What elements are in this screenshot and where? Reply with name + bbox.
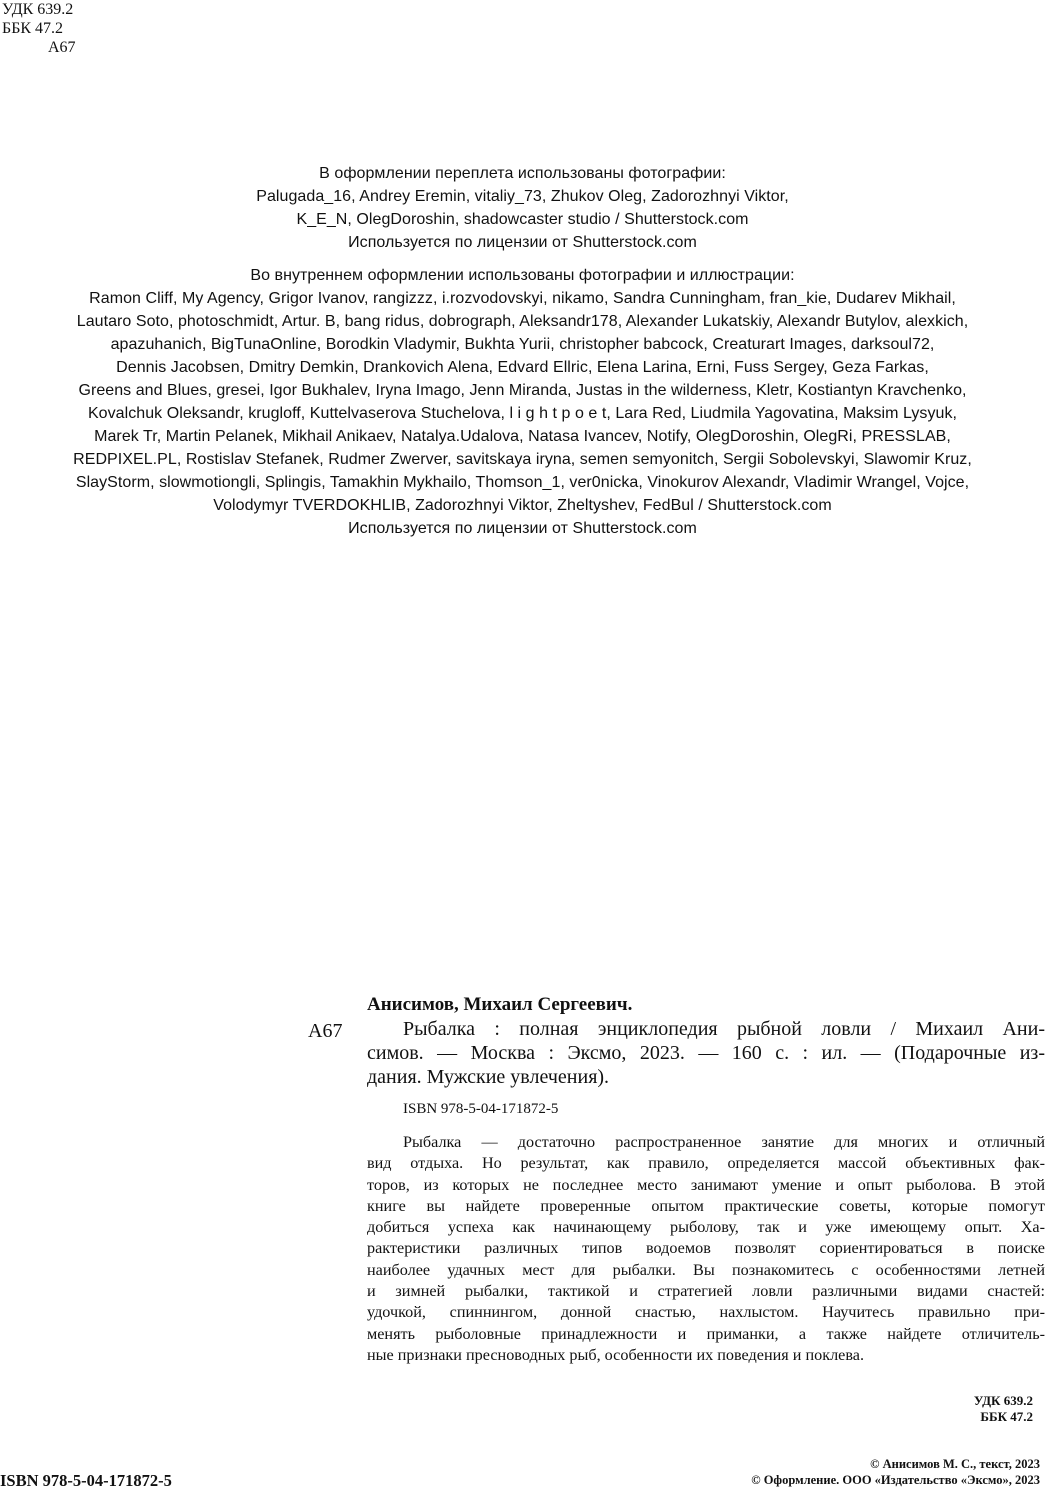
cover-credits-heading: В оформлении переплета использованы фотографии: [319, 165, 726, 182]
annotation-line: книге вы найдете проверенные опытом практические советы, которые помогут [367, 1196, 1045, 1215]
interior-credits-line: Marek Tr, Martin Pelanek, Mikhail Anikaev, Natalya.Udalova, Natasa Ivancev, Notify, OlegDoroshin, OlegRi, PRESSLAB, [94, 428, 951, 445]
copyright-block [751, 1457, 1040, 1488]
record-annotation [367, 1132, 1045, 1366]
copyright-text: © Анисимов М. С., текст, 2023 [870, 1457, 1040, 1471]
cover-credits-line: Palugada_16, Andrey Eremin, vitaliy_73, Zhukov Oleg, Zadorozhnyi Viktor, [256, 188, 789, 205]
interior-credits [0, 264, 1045, 540]
interior-license-note: Используется по лицензии от Shutterstock.com [348, 520, 697, 537]
annotation-line: Рыбалка — достаточно распространенное занятие для многих и отличный [403, 1133, 1045, 1151]
annotation-line: ные признаки пресноводных рыб, особенности их поведения и поклева. [367, 1345, 865, 1364]
interior-credits-line: SlayStorm, slowmotiongli, Splingis, Tamakhin Mykhailo, Thomson_1, ver0nicka, Vinokurov Alexandr, Vladimir Wrangel, Vojce, [75, 474, 970, 491]
citation-line: Рыбалка : полная энциклопедия рыбной ловли / Михаил Ани- [403, 1018, 1045, 1040]
cover-credits-line: K_E_N, OlegDoroshin, shadowcaster studio / Shutterstock.com [296, 211, 749, 228]
record-citation [367, 1017, 1045, 1089]
interior-credits-line: apazuhanich, BigTunaOnline, Borodkin Vladymir, Bukhta Yurii, christopher babcock, Creaturart Images, darksoul72, [110, 336, 935, 353]
record-bbk: ББК 47.2 [980, 1408, 1033, 1424]
interior-credits-line: Lautaro Soto, photoschmidt, Artur. B, bang ridus, dobrograph, Aleksandr178, Alexander Lukatskiy, Alexandr Butylov, alexkich, [76, 313, 969, 330]
udk-code: УДК 639.2 [2, 1, 74, 18]
record-isbn: ISBN 978-5-04-171872-5 [403, 1101, 559, 1117]
cover-license-note: Используется по лицензии от Shutterstock.com [348, 234, 697, 251]
citation-line: дания. Мужские увлечения). [367, 1066, 610, 1088]
copyright-design: © Оформление. ООО «Издательство «Эксмо», 2023 [751, 1472, 1040, 1487]
record-classification [974, 1393, 1033, 1424]
annotation-line: торов, из которых не последнее место занимают умение и опыт рыболова. В этой [367, 1175, 1045, 1194]
author-sign: А67 [48, 39, 76, 56]
bbk-code: ББК 47.2 [2, 20, 64, 37]
interior-credits-line: Ramon Cliff, My Agency, Grigor Ivanov, rangizzz, i.rozvodovskyi, nikamo, Sandra Cunningham, fran_kie, Dudarev Mikhail, [89, 290, 956, 307]
footer-isbn: ISBN 978-5-04-171872-5 [0, 1471, 172, 1490]
annotation-line: менять рыболовные принадлежности и приманки, а также найдете отличитель- [367, 1324, 1045, 1343]
interior-credits-line: Kovalchuk Oleksandr, krugloff, Kuttelvaserova Stuchelova, l i g h t p o e t, Lara Red, Liudmila Yagovatina, Maksim Lysyuk, [87, 405, 958, 422]
annotation-line: вид отдыха. Но результат, как правило, определяется массой объективных фак- [367, 1154, 1045, 1173]
record-udk: УДК 639.2 [973, 1393, 1033, 1408]
annotation-line: рактеристики различных типов водоемов позволят сориентироваться в поиске [367, 1239, 1045, 1258]
annotation-line: и зимней рыбалки, тактикой и стратегией ловли различными видами снастей: [367, 1282, 1045, 1301]
interior-credits-line: REDPIXEL.PL, Rostislav Stefanek, Rudmer Zwerver, savitskaya iryna, semen semyonitch, Sergii Sobolevskyi, Slawomir Kruz, [73, 451, 972, 468]
top-classification [2, 0, 76, 57]
bibliographic-record [367, 993, 1045, 1366]
interior-credits-line: Greens and Blues, gresei, Igor Bukhalev, Iryna Imago, Jenn Miranda, Justas in the wilderness, Kletr, Kostiantyn Kravchenko, [78, 382, 967, 399]
annotation-line: удочкой, спиннингом, донной снастью, нахлыстом. Научитесь правильно при- [367, 1303, 1045, 1322]
citation-line: симов. — Москва : Эксмо, 2023. — 160 с. : ил. — (Подарочные из- [367, 1042, 1045, 1064]
interior-credits-line: Volodymyr TVERDOKHLIB, Zadorozhnyi Viktor, Zheltyshev, FedBul / Shutterstock.com [213, 497, 832, 514]
annotation-line: добиться успеха как начинающему рыболову, так и уже имеющему опыт. Ха- [367, 1218, 1045, 1237]
interior-credits-heading: Во внутреннем оформлении использованы фотографии и иллюстрации: [250, 267, 795, 284]
cover-credits [0, 162, 1045, 254]
interior-credits-line: Dennis Jacobsen, Dmitry Demkin, Drankovich Alena, Edvard Ellric, Elena Larina, Erni, Fuss Sergey, Geza Farkas, [116, 359, 929, 376]
record-author: Анисимов, Михаил Сергеевич. [367, 994, 633, 1015]
annotation-line: наиболее удачных мест для рыбалки. Вы познакомитесь с особенностями летней [367, 1260, 1045, 1279]
record-call-code: А67 [308, 1020, 343, 1042]
